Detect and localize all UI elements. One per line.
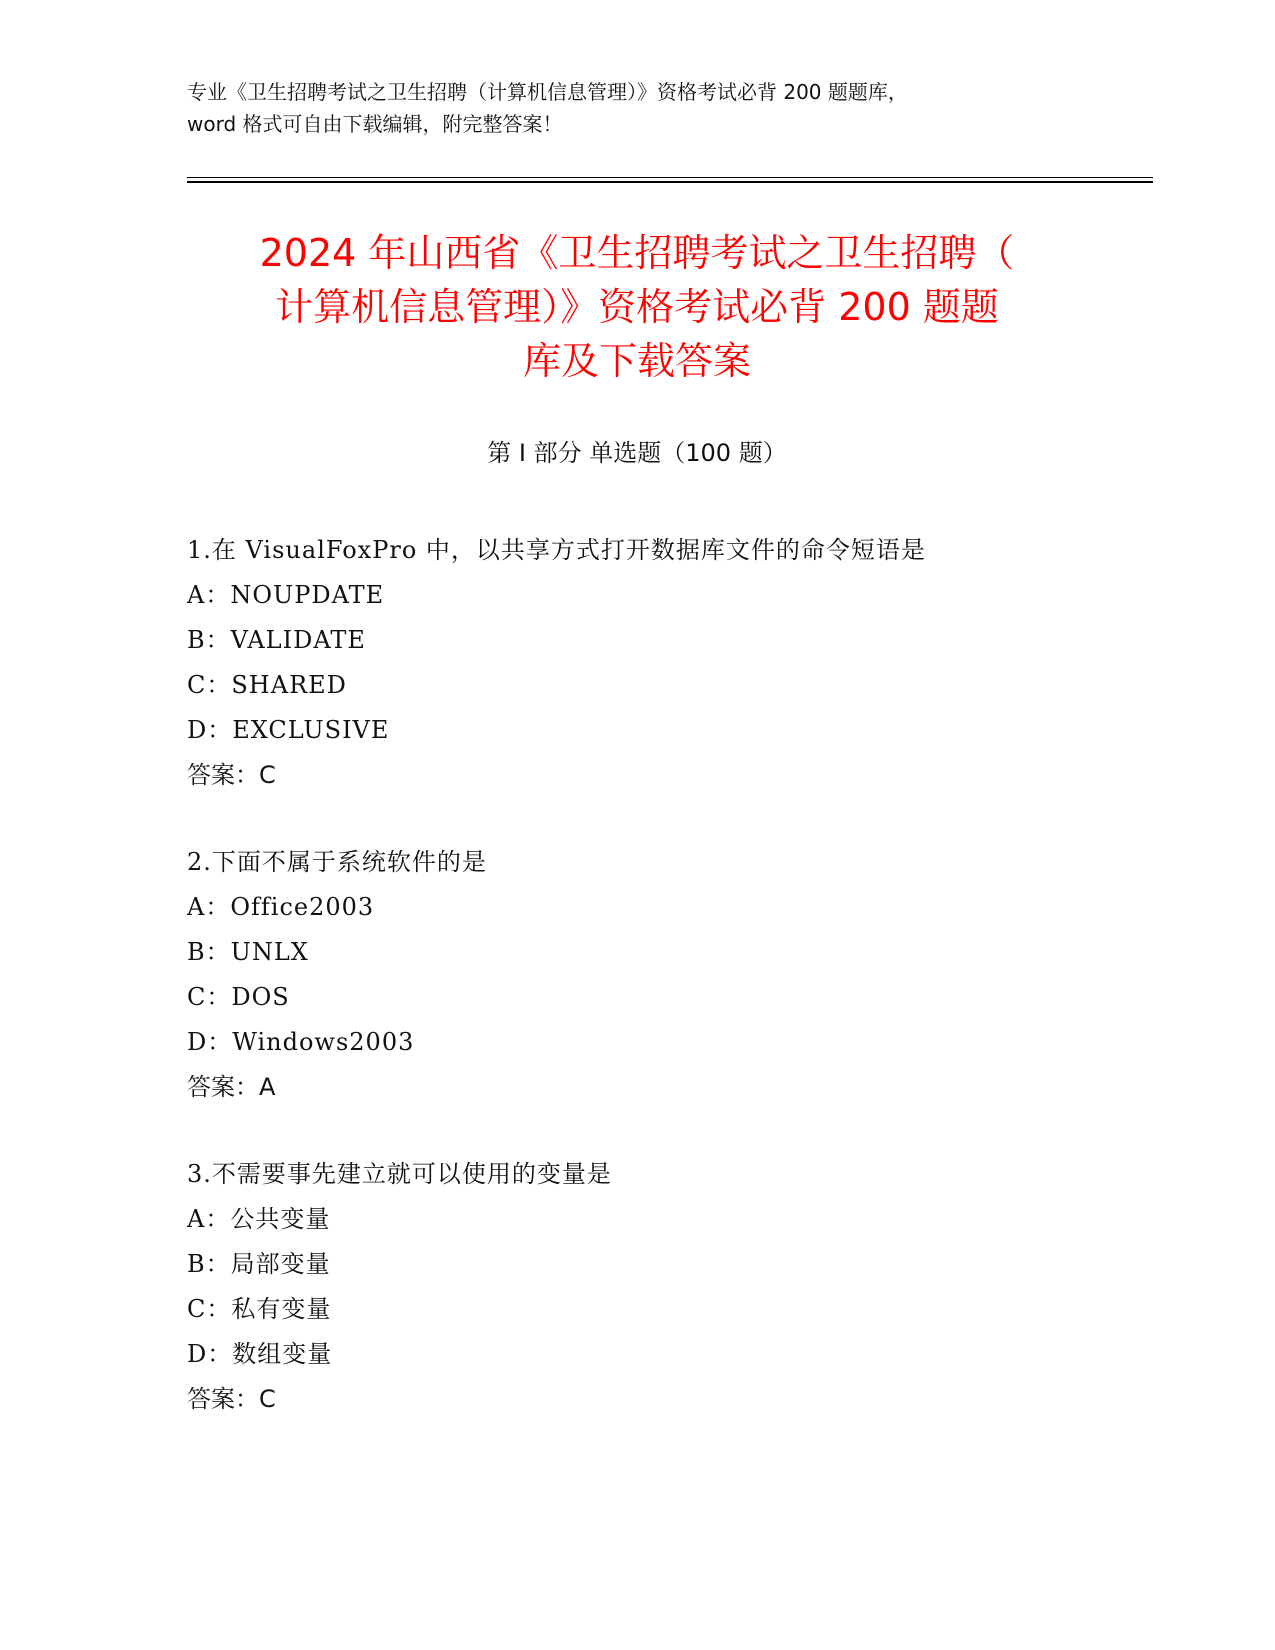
option-a: A：Office2003 [187, 893, 375, 921]
question-list [187, 528, 1137, 1464]
header-divider-thin [187, 177, 1153, 178]
header-divider-thick [187, 181, 1153, 183]
option-d: D：数组变量 [187, 1340, 333, 1368]
option-b: B：UNLX [187, 938, 309, 966]
document-title-line-3: 库及下载答案 [522, 339, 751, 383]
question-stem: 2.下面不属于系统软件的是 [187, 848, 487, 876]
header-note [187, 76, 1087, 140]
option-c: C：DOS [187, 983, 290, 1011]
option-d: D：EXCLUSIVE [187, 716, 390, 744]
option-c: C：SHARED [187, 671, 347, 699]
document-title-line-1: 2024 年山西省《卫生招聘考试之卫生招聘（ [259, 231, 1015, 275]
option-a: A：公共变量 [187, 1205, 331, 1233]
option-a: A：NOUPDATE [187, 581, 385, 609]
option-b: B：VALIDATE [187, 626, 366, 654]
answer-line: 答案：C [187, 1385, 276, 1413]
question-stem: 3.不需要事先建立就可以使用的变量是 [187, 1160, 612, 1188]
document-title [187, 226, 1087, 388]
option-d: D：Windows2003 [187, 1028, 415, 1056]
section-heading: 第 I 部分 单选题（100 题） [487, 439, 787, 467]
question-item [187, 528, 1137, 798]
answer-line: 答案：C [187, 761, 276, 789]
document-title-line-2: 计算机信息管理）》资格考试必背 200 题题 [275, 285, 999, 329]
header-note-line-2: word 格式可自由下载编辑，附完整答案！ [187, 112, 563, 136]
question-item [187, 840, 1137, 1110]
question-stem: 1.在 VisualFoxPro 中，以共享方式打开数据库文件的命令短语是 [187, 536, 926, 564]
header-note-line-1: 专业《卫生招聘考试之卫生招聘（计算机信息管理）》资格考试必背 200 题题库， [187, 80, 908, 104]
question-item [187, 1152, 1137, 1422]
answer-line: 答案：A [187, 1073, 276, 1101]
option-b: B：局部变量 [187, 1250, 331, 1278]
option-c: C：私有变量 [187, 1295, 332, 1323]
